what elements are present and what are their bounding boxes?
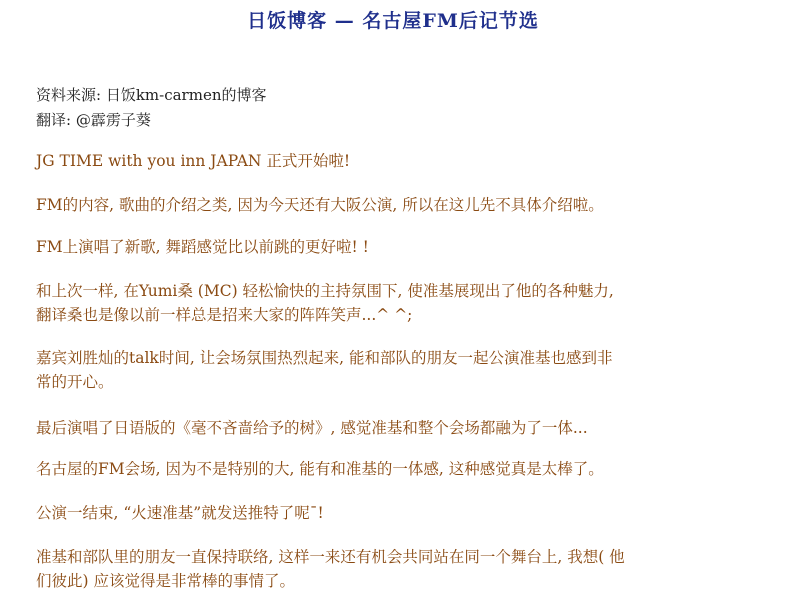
paragraph-line: 们彼此) 应该觉得是非常棒的事情了。: [36, 572, 295, 590]
paragraph-line: 公演一结束, “火速准基”就发送推特了呢¯!: [36, 504, 324, 522]
paragraph-7: [36, 457, 766, 481]
paragraph-line: JG TIME with you inn JAPAN 正式开始啦!: [36, 152, 351, 170]
paragraph-line: 最后演唱了日语版的《毫不吝啬给予的树》, 感觉准基和整个会场都融为了一体...: [36, 419, 588, 437]
paragraph-line: 和上次一样, 在Yumi桑 (MC) 轻松愉快的主持氛围下, 使准基展现出了他的各种魅力,: [36, 282, 614, 300]
paragraph-line: 名古屋的FM会场, 因为不是特别的大, 能有和准基的一体感, 这种感觉真是太棒了。: [36, 460, 604, 478]
paragraph-line: FM上演唱了新歌, 舞蹈感觉比以前跳的更好啦! !: [36, 238, 369, 256]
translator-line: 翻译: @霹雳子葵: [36, 111, 151, 129]
paragraph-1: [36, 149, 766, 173]
paragraph-9: [36, 545, 766, 593]
paragraph-line: 准基和部队里的朋友一直保持联络, 这样一来还有机会共同站在同一个舞台上, 我想( 他: [36, 548, 625, 566]
paragraph-4: [36, 279, 766, 327]
source-line: 资料来源: 日饭km-carmen的博客: [36, 86, 267, 104]
paragraph-5: [36, 346, 766, 394]
page-title: 日饭博客 — 名古屋FM后记节选: [247, 10, 539, 32]
paragraph-2: [36, 193, 766, 217]
paragraph-8: [36, 501, 766, 525]
paragraph-3: [36, 235, 766, 259]
paragraph-line: FM的内容, 歌曲的介绍之类, 因为今天还有大阪公演, 所以在这儿先不具体介绍啦。: [36, 196, 604, 214]
paragraph-line: 翻译桑也是像以前一样总是招来大家的阵阵笑声...^ ^;: [36, 306, 413, 324]
paragraph-6: [36, 416, 766, 440]
paragraph-line: 嘉宾刘胜灿的talk时间, 让会场氛围热烈起来, 能和部队的朋友一起公演准基也感到非: [36, 349, 613, 367]
paragraph-line: 常的开心。: [36, 373, 114, 391]
